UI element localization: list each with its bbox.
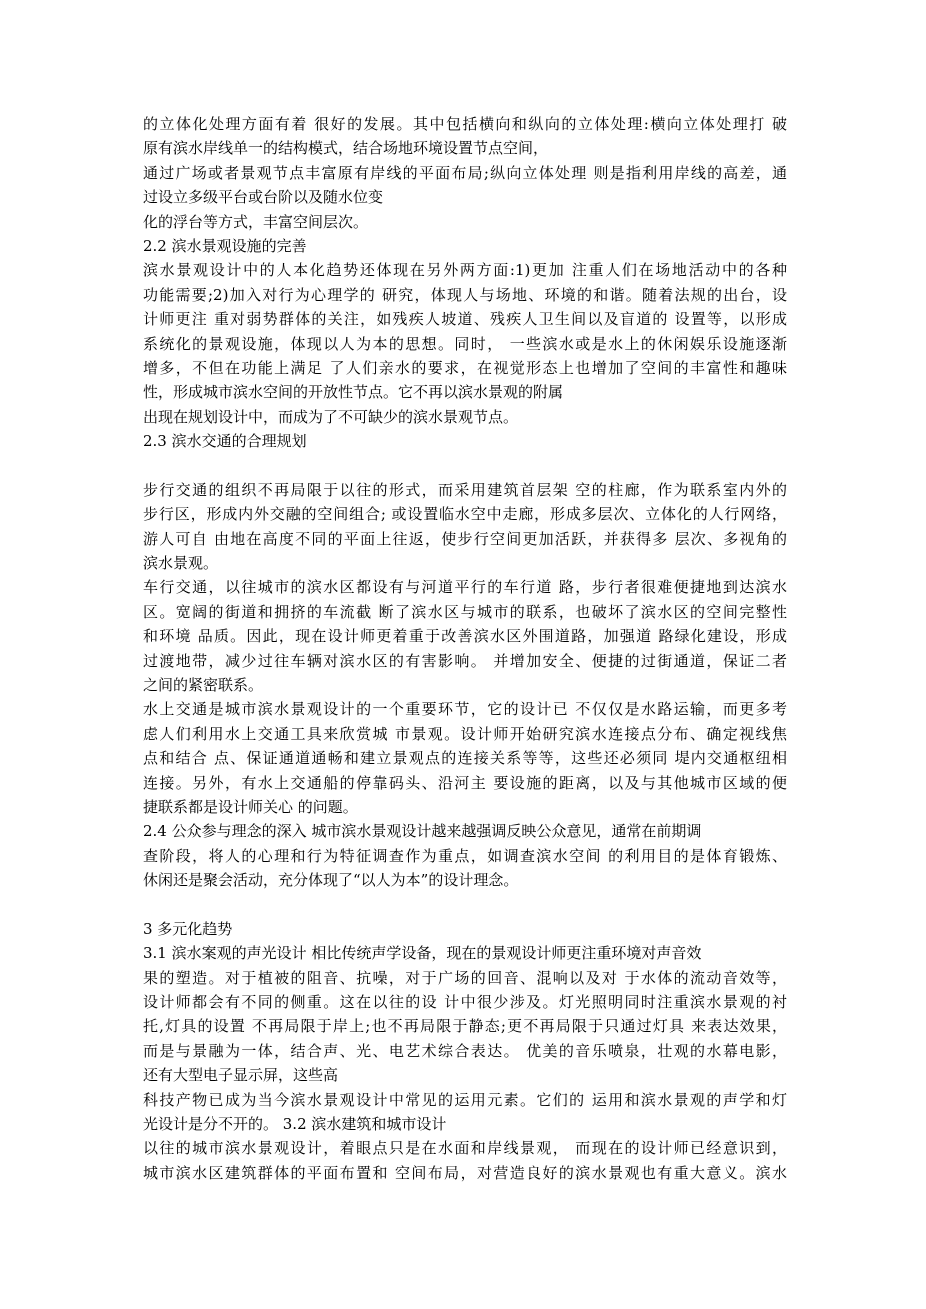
- document-page: [143, 112, 787, 1185]
- text-line: 而是与景融为一体，结合声、光、电艺术综合表达。 优美的音乐喷泉，壮观的水幕电影，: [143, 1041, 787, 1060]
- document-body: [143, 112, 787, 1185]
- text-line: 过渡地带，减少过往车辆对滨水区的有害影响。 并增加安全、便捷的过街通道，保证二者: [143, 651, 787, 670]
- text-line: 查阶段，将人的心理和行为特征调查作为重点，如调查滨水空间 的利用目的是体育锻炼、: [143, 846, 787, 865]
- text-line: 游人可自 由地在高度不同的平面上往返，使步行空间更加活跃，并获得多 层次、多视角的: [143, 529, 787, 548]
- text-line: 科技产物已成为当今滨水景观设计中常见的运用元素。它们的 运用和滨水景观的声学和灯: [143, 1090, 787, 1109]
- text-line: 计师更注 重对弱势群体的关注，如残疾人坡道、残疾人卫生间以及盲道的 设置等，以形成: [143, 310, 787, 329]
- text-line: 通过广场或者景观节点丰富原有岸线的平面布局;纵向立体处理 则是指利用岸线的高差，通: [143, 163, 787, 182]
- text-line: 化的浮台等方式，丰富空间层次。: [143, 212, 369, 231]
- text-line: 3.1 滨水案观的声光设计 相比传统声学设备，现在的景观设计师更注重环境对声音效: [143, 944, 702, 963]
- text-line: 以往的城市滨水景观设计，着眼点只是在水面和岸线景观， 而现在的设计师已经意识到，: [143, 1139, 787, 1158]
- text-line: 步行交通的组织不再局限于以往的形式，而采用建筑首层架 空的柱廊，作为联系室内外的: [143, 480, 787, 499]
- text-line: 之间的紧密联系。: [143, 675, 264, 694]
- text-line: 性，形成城市滨水空间的开放性节点。它不再以滨水景观的附属: [143, 383, 564, 402]
- text-line: 的立体化处理方面有着 很好的发展。其中包括横向和纵向的立体处理:横向立体处理打 破: [143, 115, 787, 133]
- text-line: 光设计是分不开的。 3.2 滨水建筑和城市设计: [143, 1115, 447, 1134]
- text-line: 系统化的景观设施，体现以人为本的思想。同时， 一些滨水或是水上的休闲娱乐设施逐渐: [143, 334, 787, 353]
- text-line: 托,灯具的设置 不再局限于岸上;也不再局限于静态;更不再局限于只通过灯具 来表达效果，: [143, 1017, 787, 1036]
- text-line: 车行交通，以往城市的滨水区都设有与河道平行的车行道 路，步行者很难便捷地到达滨水: [143, 578, 787, 597]
- text-line: 虑人们利用水上交通工具来欣赏城 市景观。设计师开始研究滨水连接点分布、确定视线焦: [143, 724, 787, 743]
- text-line: 区。宽阔的街道和拥挤的车流截 断了滨水区与城市的联系，也破坏了滨水区的空间完整性: [143, 602, 787, 621]
- text-line: 城市滨水区建筑群体的平面布置和 空间布局，对营造良好的滨水景观也有重大意义。滨水: [143, 1163, 787, 1182]
- text-line: 步行区，形成内外交融的空间组合; 或设置临水空中走廊，形成多层次、立体化的人行网络，: [143, 505, 787, 524]
- text-line: 还有大型电子显示屏，这些高: [143, 1066, 339, 1085]
- text-line: 2.4 公众参与理念的深入 城市滨水景观设计越来越强调反映公众意见，通常在前期调: [143, 822, 702, 841]
- text-line: 3 多元化趋势: [143, 919, 233, 938]
- blank-line: [143, 893, 787, 917]
- text-line: 增多，不但在功能上满足 了人们亲水的要求，在视觉形态上也增加了空间的丰富性和趣味: [143, 358, 787, 377]
- text-line: 连接。另外，有水上交通船的停靠码头、沿河主 要设施的距离，以及与其他城市区域的便: [143, 773, 787, 792]
- text-line: 休闲还是聚会活动，充分体现了“以人为本”的设计理念。: [143, 871, 519, 890]
- text-line: 设计师都会有不同的侧重。这在以往的设 计中很少涉及。灯光照明同时注重滨水景观的衬: [143, 993, 787, 1012]
- text-line: 原有滨水岸线单一的结构模式，结合场地环境设置节点空间，: [143, 139, 549, 158]
- text-line: 水上交通是城市滨水景观设计的一个重要环节，它的设计已 不仅仅是水路运输，而更多考: [143, 700, 787, 719]
- text-line: 2.2 滨水景观设施的完善: [143, 236, 307, 255]
- text-line: 和环境 品质。因此，现在设计师更着重于改善滨水区外围道路，加强道 路绿化建设，形成: [143, 627, 787, 646]
- text-line: 滨水景观。: [143, 554, 219, 573]
- text-line: 点和结合 点、保证通道通畅和建立景观点的连接关系等等，这些还必须同 堤内交通枢纽相: [143, 749, 787, 768]
- text-line: 功能需要;2)加入对行为心理学的 研究，体现人与场地、环境的和谐。随着法规的出台，设: [143, 285, 787, 304]
- text-line: 过设立多级平台或台阶以及随水位变: [143, 188, 384, 207]
- text-line: 出现在规划设计中，而成为了不可缺少的滨水景观节点。: [143, 407, 519, 426]
- text-line: 捷联系都是设计师关心 的问题。: [143, 797, 358, 816]
- blank-line: [143, 453, 787, 477]
- text-line: 滨水景观设计中的人本化趋势还体现在另外两方面:1)更加 注重人们在场地活动中的各种: [143, 261, 787, 280]
- text-line: 果的塑造。对于植被的阻音、抗噪，对于广场的回音、混响以及对 于水体的流动音效等，: [143, 968, 787, 987]
- text-line: 2.3 滨水交通的合理规划: [143, 432, 307, 451]
